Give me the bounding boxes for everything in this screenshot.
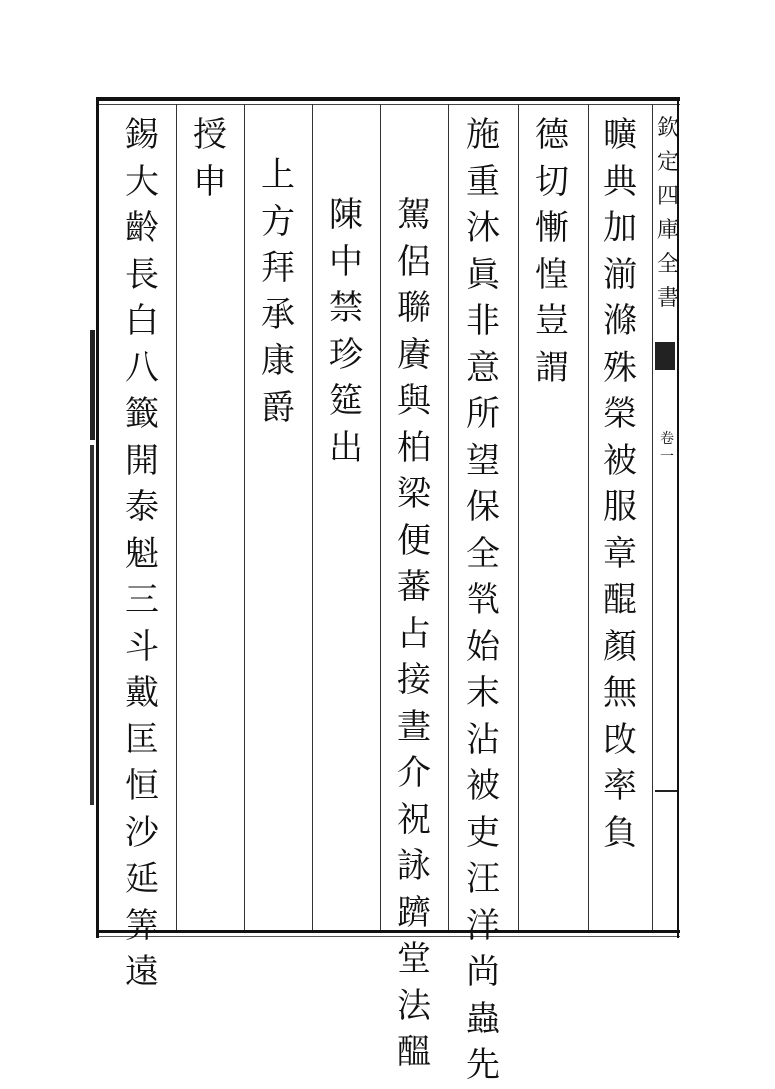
margin-lower-rule — [655, 790, 677, 792]
text-column-6: 上方拜承康爵 — [261, 155, 295, 428]
column-rule — [312, 104, 313, 930]
text-column-2: 德切慚惶豈謂 — [535, 115, 569, 388]
text-column-5: 陳中禁珍筵出 — [329, 195, 363, 468]
column-rule — [518, 104, 519, 930]
top-border-rule — [96, 97, 680, 101]
column-rule — [176, 104, 177, 930]
text-column-3: 施重沐眞非意所望保全㷀始末沾被吏汪洋尚蟲先 — [466, 115, 500, 1085]
fish-tail-mark — [655, 342, 675, 370]
left-border-thick-segment-lower — [90, 445, 94, 805]
text-column-4: 駕侶聯賡與柏梁便蕃占接晝介祝詠躋堂法醞 — [397, 195, 431, 1072]
column-rule — [448, 104, 449, 930]
column-rule — [244, 104, 245, 930]
column-rule — [588, 104, 589, 930]
margin-book-title: 欽定四庫全書 — [656, 116, 679, 311]
text-column-8: 錫大齡長白八籤開泰魁三斗戴匡恒沙延筭遠 — [125, 115, 159, 992]
text-column-7: 授申 — [193, 115, 227, 202]
column-rule — [380, 104, 381, 930]
bottom-border-inner-rule — [96, 936, 680, 937]
text-column-1: 曠典加湔滌殊榮被服章醌顏無攺率負 — [603, 115, 637, 853]
left-border-rule — [96, 98, 99, 938]
top-border-inner-rule — [96, 104, 680, 105]
bottom-border-rule — [96, 930, 680, 933]
left-border-thick-segment — [90, 330, 95, 440]
margin-volume-label: 卷一 — [660, 431, 674, 465]
